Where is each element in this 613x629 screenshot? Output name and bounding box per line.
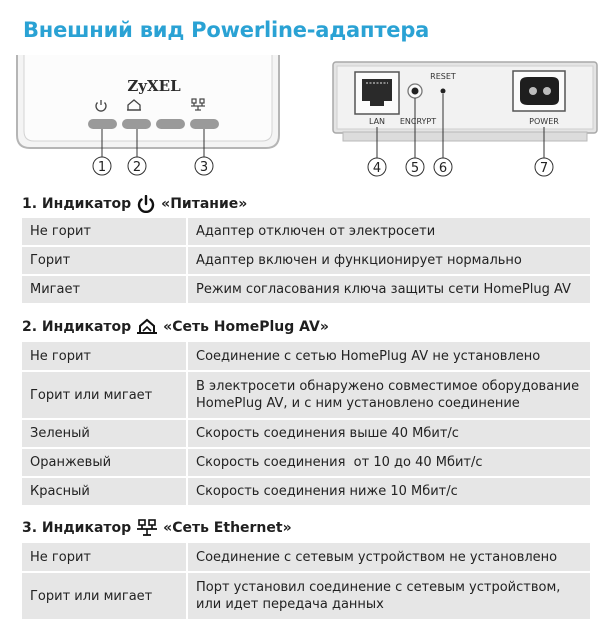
desc-cell: Соединение с сетью HomePlug AV не установлено [196, 348, 541, 364]
desc-cell: В электросети обнаружено совместимое оборудование HomePlug AV, и с ним установлено соединение [196, 379, 580, 411]
state-cell: Оранжевый [22, 449, 188, 476]
callout-1: 1 [97, 160, 107, 175]
table-row [22, 573, 590, 621]
desc-cell: Скорость соединения от 10 до 40 Мбит/с [196, 455, 483, 470]
page-title: Внешний вид Powerline-адаптера [23, 18, 430, 42]
table-row [22, 342, 590, 372]
section-name: «Сеть Ethernet» [163, 520, 292, 536]
table-row [22, 247, 590, 276]
power-icon [136, 195, 156, 213]
reset-hole [441, 89, 446, 94]
ethernet-icon [136, 519, 158, 537]
state-cell: Зеленый [22, 420, 188, 447]
lan-label: LAN [368, 117, 386, 126]
callout-3: 3 [199, 160, 209, 175]
state-cell: Не горит [22, 543, 188, 571]
encrypt-label: ENCRYPT [399, 117, 437, 126]
section-prefix: 1. Индикатор [22, 196, 132, 212]
section-prefix: 2. Индикатор [22, 319, 132, 335]
desc-cell: Адаптер отключен от электросети [196, 224, 436, 239]
state-cell: Красный [22, 478, 188, 505]
section-prefix: 3. Индикатор [22, 520, 132, 536]
callout-4: 4 [372, 161, 382, 176]
homeplug-indicator-table [22, 342, 590, 507]
reset-label: RESET [430, 72, 456, 81]
device-illustration [0, 55, 613, 185]
callout-7: 7 [539, 161, 549, 176]
state-cell: Горит или мигает [22, 573, 188, 619]
back-device [333, 62, 597, 176]
state-cell: Не горит [22, 218, 188, 245]
state-cell: Горит [22, 247, 188, 274]
desc-cell: Соединение с сетевым устройством не установлено [196, 549, 558, 565]
brand-logo: ZyXEL [127, 77, 181, 95]
section-heading-ethernet [22, 519, 292, 537]
table-row [22, 543, 590, 573]
section-heading-homeplug [22, 318, 329, 336]
state-cell: Горит или мигает [22, 372, 188, 418]
callout-6: 6 [438, 161, 448, 176]
table-row [22, 420, 590, 449]
table-row [22, 218, 590, 247]
front-device [17, 55, 279, 175]
desc-cell: Режим согласования ключа защиты сети HomePlug AV [196, 282, 571, 297]
led-power [88, 119, 117, 129]
table-row [22, 276, 590, 305]
power-indicator-table [22, 218, 590, 305]
section-name: «Сеть HomePlug AV» [163, 319, 329, 335]
desc-cell: Скорость соединения ниже 10 Мбит/с [196, 484, 458, 499]
state-cell: Мигает [22, 276, 188, 303]
power-label: POWER [529, 117, 559, 126]
ethernet-indicator-table [22, 543, 590, 621]
table-row [22, 372, 590, 420]
led-homeplug [122, 119, 151, 129]
led-spare [156, 119, 185, 129]
table-row [22, 449, 590, 478]
homeplug-icon [136, 318, 158, 336]
desc-cell: Адаптер включен и функционирует нормально [196, 253, 522, 268]
state-cell: Не горит [22, 342, 188, 370]
section-name: «Питание» [161, 196, 248, 212]
led-ethernet [190, 119, 219, 129]
desc-cell: Порт установил соединение с сетевым устройством, или идет передача данных [196, 580, 561, 612]
callout-5: 5 [410, 161, 420, 176]
table-row [22, 478, 590, 507]
callout-2: 2 [132, 160, 142, 175]
desc-cell: Скорость соединения выше 40 Мбит/с [196, 426, 459, 441]
section-heading-power [22, 195, 247, 213]
